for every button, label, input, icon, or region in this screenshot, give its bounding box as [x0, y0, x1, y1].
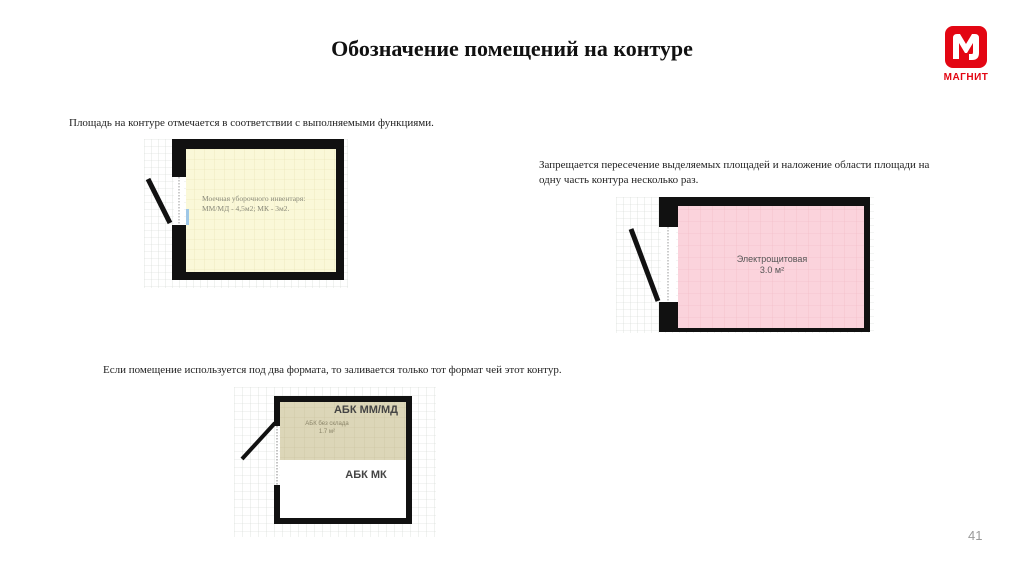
plan2-label-line1: Электрощитовая: [736, 254, 808, 264]
plan3-label-bottom: АБК МК: [345, 469, 387, 481]
plan3-label-inner-line2: 1.7 м²: [318, 429, 336, 435]
page-number: 41: [968, 528, 983, 543]
caption-third: Если помещение используется под два формата, то заливается только тот формат чей этот контур.: [103, 364, 562, 376]
caption-second-line2: одну часть контура несколько раз.: [539, 174, 699, 186]
plan1-label-line1: Моечная уборочного инвентаря:: [202, 194, 306, 203]
floor-plan-1: [144, 139, 348, 288]
plan1-label-line2: ММ/МД - 4,5м2; МК - 3м2.: [202, 204, 290, 213]
magnit-logo: [938, 26, 994, 92]
floor-plan-3: [234, 387, 436, 537]
plan3-label-inner-line1: АБК без склада: [305, 421, 349, 427]
magnit-logo-icon: [945, 26, 987, 68]
plan2-label-line2: 3.0 м²: [759, 265, 785, 275]
caption-second-line1: Запрещается пересечение выделяемых площадей и наложение области площади на: [539, 159, 930, 171]
logo-text: МАГНИТ: [943, 72, 989, 83]
caption-first: Площадь на контуре отмечается в соответствии с выполняемыми функциями.: [69, 117, 434, 129]
plan3-label-top: АБК ММ/МД: [333, 404, 398, 416]
floor-plan-2: [616, 197, 874, 333]
slide-title: Обозначение помещений на контуре: [331, 36, 693, 61]
